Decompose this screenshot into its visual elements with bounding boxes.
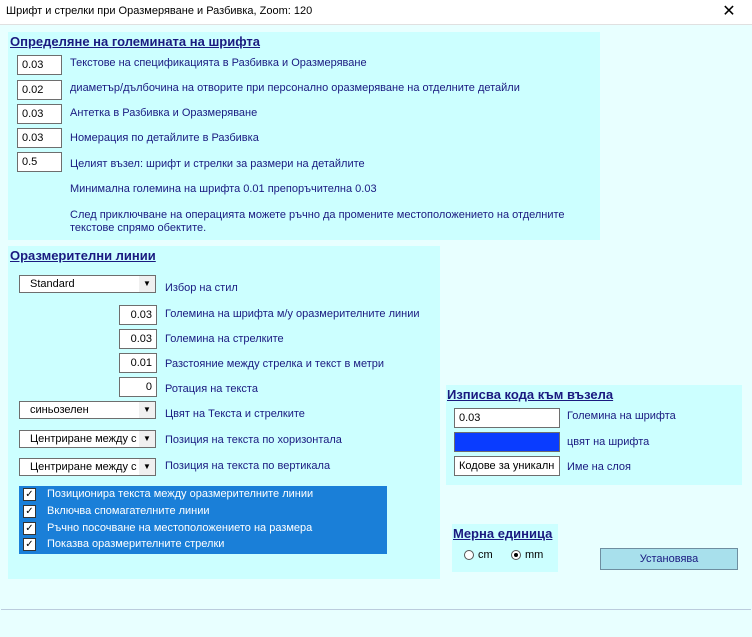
- node-code-heading: Изписва кода към възела: [447, 387, 614, 402]
- after-operation-note-line1: След приключване на операцията можете ръчно да промените местоположението на отделните: [70, 209, 565, 221]
- checkbox-label: Включва спомагателните линии: [47, 505, 210, 517]
- whole-node-size-label: Целият възел: шрифт и стрелки за размери на детайлите: [70, 158, 365, 170]
- horizontal-position-value: Центриране между с: [30, 433, 137, 445]
- font-size-heading: Определяне на големината на шрифта: [10, 34, 261, 49]
- dim-font-size-input[interactable]: 0.03: [119, 305, 157, 325]
- hole-diameter-size-input[interactable]: 0.02: [17, 80, 62, 100]
- radio-mm[interactable]: [511, 550, 521, 560]
- code-font-size-input[interactable]: 0.03: [454, 408, 560, 428]
- check-icon[interactable]: ✓: [23, 522, 36, 535]
- hole-diameter-size-label: диаметър/дълбочина на отворите при персонално оразмеряване на отделните детайли: [70, 82, 520, 94]
- style-label: Избор на стил: [165, 282, 238, 294]
- check-icon[interactable]: ✓: [23, 538, 36, 551]
- arrow-text-gap-label: Разстояние между стрелка и текст в метри: [165, 358, 384, 370]
- vertical-position-value: Центриране между с: [30, 461, 137, 473]
- text-color-label: Цвят на Текста и стрелките: [165, 408, 305, 420]
- detail-numbering-size-label: Номерация по детайлите в Разбивка: [70, 132, 259, 144]
- chevron-down-icon[interactable]: ▼: [139, 431, 155, 447]
- close-icon[interactable]: ✕: [722, 3, 736, 20]
- arrow-size-label: Големина на стрелките: [165, 333, 284, 345]
- whole-node-size-input[interactable]: 0.5: [17, 152, 62, 172]
- arrow-text-gap-input[interactable]: 0.01: [119, 353, 157, 373]
- checkbox-label: Ръчно посочване на местоположението на размера: [47, 522, 313, 534]
- text-color-dropdown[interactable]: [19, 401, 156, 419]
- chevron-down-icon[interactable]: ▼: [139, 276, 155, 292]
- code-font-color-label: цвят на шрифта: [567, 436, 650, 448]
- code-font-size-label: Големина на шрифта: [567, 410, 676, 422]
- chevron-down-icon[interactable]: ▼: [139, 459, 155, 475]
- window-title: Шрифт и стрелки при Оразмеряване и Разбивка, Zoom: 120: [6, 5, 313, 17]
- vertical-position-label: Позиция на текста по вертикала: [165, 460, 331, 472]
- check-icon[interactable]: ✓: [23, 505, 36, 518]
- title-bar: [0, 0, 752, 25]
- text-color-dropdown-value: синьозелен: [30, 404, 89, 416]
- text-rotation-input[interactable]: 0: [119, 377, 157, 397]
- radio-mm-label: mm: [525, 549, 544, 561]
- after-operation-note-line2: текстове спрямо обектите.: [70, 222, 207, 234]
- horizontal-position-label: Позиция на текста по хоризонтала: [165, 434, 342, 446]
- dim-lines-heading: Оразмерителни линии: [10, 248, 156, 263]
- radio-cm-label: cm: [478, 549, 493, 561]
- spec-text-size-input[interactable]: 0.03: [17, 55, 62, 75]
- detail-numbering-size-input[interactable]: 0.03: [17, 128, 62, 148]
- horizontal-position-dropdown[interactable]: [19, 430, 156, 448]
- title-block-size-input[interactable]: 0.03: [17, 104, 62, 124]
- check-icon[interactable]: ✓: [23, 488, 36, 501]
- dim-font-size-label: Големина на шрифта м/у оразмерителните линии: [165, 308, 420, 320]
- layer-name-label: Име на слоя: [567, 461, 632, 473]
- layer-name-input[interactable]: Кодове за уникалн: [454, 456, 560, 476]
- apply-button[interactable]: Установява: [600, 548, 738, 570]
- chevron-down-icon[interactable]: ▼: [139, 402, 155, 418]
- vertical-position-dropdown[interactable]: [19, 458, 156, 476]
- status-bar: [1, 609, 751, 637]
- dim-options-checkbox-group: [19, 486, 387, 554]
- checkbox-label: Позиционира текста между оразмерителните линии: [47, 488, 314, 500]
- text-rotation-label: Ротация на текста: [165, 383, 258, 395]
- arrow-size-input[interactable]: 0.03: [119, 329, 157, 349]
- style-dropdown-value: Standard: [30, 278, 75, 290]
- radio-cm[interactable]: [464, 550, 474, 560]
- units-heading: Мерна единица: [453, 526, 553, 541]
- checkbox-label: Показва оразмерителните стрелки: [47, 538, 225, 550]
- spec-text-size-label: Текстове на спецификацията в Разбивка и Оразмеряване: [70, 57, 367, 69]
- min-size-note: Минимална големина на шрифта 0.01 препоръчителна 0.03: [70, 183, 377, 195]
- style-dropdown[interactable]: [19, 275, 156, 293]
- code-font-color-swatch[interactable]: [454, 432, 560, 452]
- title-block-size-label: Антетка в Разбивка и Оразмеряване: [70, 107, 258, 119]
